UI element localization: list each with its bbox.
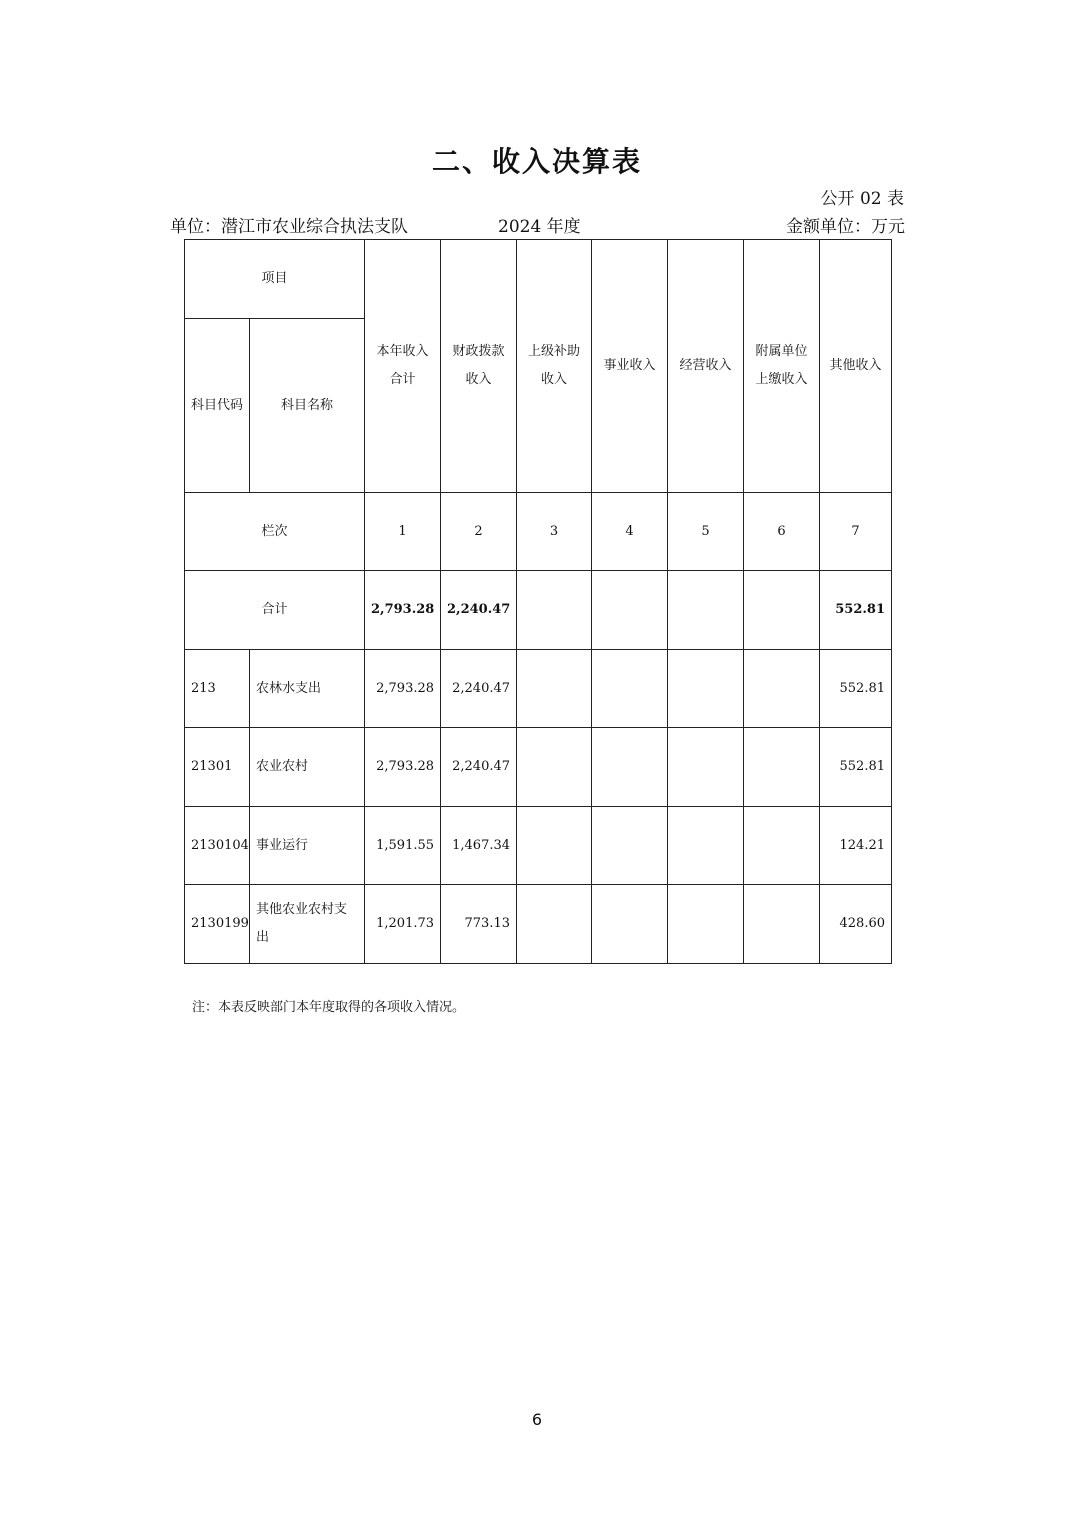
amount-cell xyxy=(517,885,592,964)
amount-cell xyxy=(668,650,744,728)
column-number: 5 xyxy=(668,493,744,571)
amount-cell xyxy=(592,650,668,728)
amount-cell xyxy=(592,728,668,807)
amount-cell: 552.81 xyxy=(820,728,892,807)
amount-cell: 2,240.47 xyxy=(441,728,517,807)
header-col-4: 事业收入 xyxy=(592,240,668,493)
amount-cell xyxy=(592,807,668,885)
header-col-3: 上级补助收入 xyxy=(517,240,592,493)
page-number: 6 xyxy=(531,1410,543,1429)
header-col-7: 其他收入 xyxy=(820,240,892,493)
amount-cell: 2,793.28 xyxy=(365,728,441,807)
column-number: 3 xyxy=(517,493,592,571)
table-row xyxy=(185,807,892,885)
amount-cell: 124.21 xyxy=(820,807,892,885)
amount-cell: 773.13 xyxy=(441,885,517,964)
amount-cell: 552.81 xyxy=(820,650,892,728)
total-label: 合计 xyxy=(185,571,365,650)
amount-cell xyxy=(517,807,592,885)
header-item: 项目 xyxy=(185,240,365,319)
subject-code: 213 xyxy=(185,650,250,728)
year-label: 2024 年度 xyxy=(498,217,581,237)
total-value xyxy=(668,571,744,650)
header-col-1: 本年收入合计 xyxy=(365,240,441,493)
amount-cell xyxy=(744,728,820,807)
total-value xyxy=(744,571,820,650)
page-title: 二、收入决算表 xyxy=(431,145,642,178)
table-row xyxy=(185,885,892,964)
column-number-label: 栏次 xyxy=(185,493,365,571)
total-row xyxy=(185,571,892,650)
column-number: 2 xyxy=(441,493,517,571)
amount-cell xyxy=(668,885,744,964)
amount-cell xyxy=(744,885,820,964)
header-name: 科目名称 xyxy=(250,319,365,493)
column-number-row xyxy=(185,493,892,571)
amount-cell xyxy=(517,728,592,807)
amount-cell: 2,240.47 xyxy=(441,650,517,728)
table-row xyxy=(185,728,892,807)
column-number: 7 xyxy=(820,493,892,571)
subject-name: 农林水支出 xyxy=(250,650,365,728)
subject-code: 21301 xyxy=(185,728,250,807)
amount-cell xyxy=(744,807,820,885)
header-row-1 xyxy=(185,240,892,319)
amount-cell: 2,793.28 xyxy=(365,650,441,728)
amount-cell: 1,201.73 xyxy=(365,885,441,964)
total-value: 2,793.28 xyxy=(365,571,441,650)
amount-cell xyxy=(744,650,820,728)
subject-code: 2130199 xyxy=(185,885,250,964)
amount-cell xyxy=(668,728,744,807)
unit-label: 单位：潜江市农业综合执法支队 xyxy=(170,217,408,237)
amount-cell xyxy=(668,807,744,885)
table-note: 注：本表反映部门本年度取得的各项收入情况。 xyxy=(192,1000,466,1015)
amount-cell xyxy=(592,885,668,964)
header-code: 科目代码 xyxy=(185,319,250,493)
subject-code: 2130104 xyxy=(185,807,250,885)
total-value: 552.81 xyxy=(820,571,892,650)
total-value: 2,240.47 xyxy=(441,571,517,650)
amount-cell: 1,467.34 xyxy=(441,807,517,885)
header-col-6: 附属单位上缴收入 xyxy=(744,240,820,493)
header-col-2: 财政拨款收入 xyxy=(441,240,517,493)
column-number: 4 xyxy=(592,493,668,571)
subject-name: 其他农业农村支出 xyxy=(250,885,365,964)
amount-cell: 428.60 xyxy=(820,885,892,964)
amount-cell: 1,591.55 xyxy=(365,807,441,885)
subject-name: 事业运行 xyxy=(250,807,365,885)
total-value xyxy=(592,571,668,650)
total-value xyxy=(517,571,592,650)
money-unit-label: 金额单位：万元 xyxy=(786,217,905,237)
amount-cell xyxy=(517,650,592,728)
column-number: 1 xyxy=(365,493,441,571)
column-number: 6 xyxy=(744,493,820,571)
form-number: 公开 02 表 xyxy=(820,189,904,209)
table-row xyxy=(185,650,892,728)
subject-name: 农业农村 xyxy=(250,728,365,807)
header-col-5: 经营收入 xyxy=(668,240,744,493)
meta-row xyxy=(170,212,905,236)
income-table xyxy=(184,239,892,964)
